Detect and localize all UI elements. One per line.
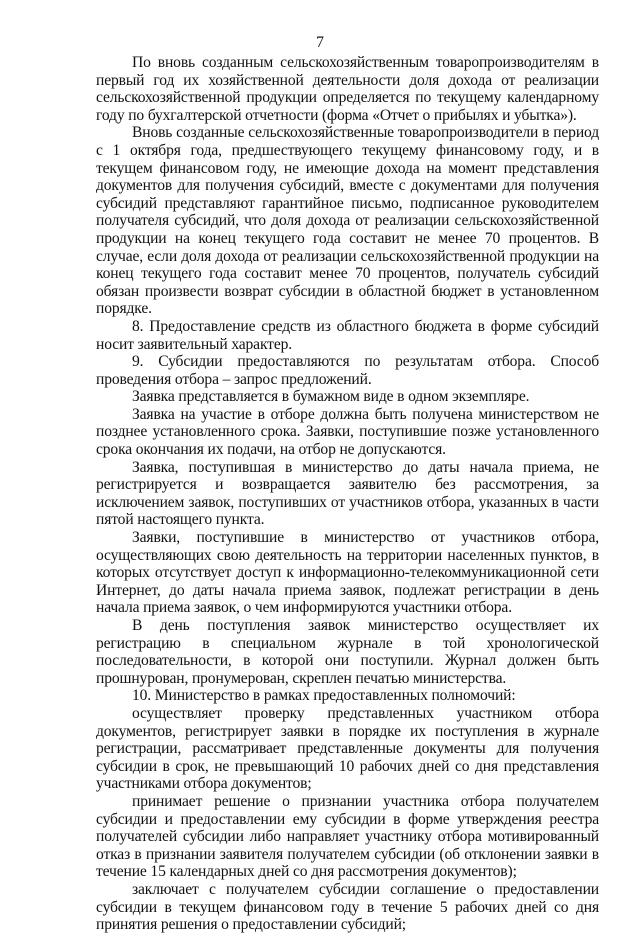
paragraph: Заявка на участие в отборе должна быть получена министерством не позднее установленного срока. Заявки, поступившие позже установленного срока окончания их подачи, на отбор не допускаются. — [96, 405, 599, 459]
document-body — [96, 54, 599, 934]
paragraph: осуществляет проверку представленных участником отбора документов, регистрирует заявки в порядке их поступления в журнале регистрации, рассматривает представленные документы для получения субсидии в срок, не превышающий 10 рабочих дней со дня представления участниками отбора документов; — [96, 704, 599, 793]
paragraph: В день поступления заявок министерство осуществляет их регистрацию в специальном журнале в той хронологической последовательности, в которой они поступили. Журнал должен быть прошнурован, пронумерован, скреплен печатью министерства. — [96, 617, 599, 687]
paragraph: 8. Предоставление средств из областного бюджета в форме субсидий носит заявительный характер. — [96, 317, 599, 353]
paragraph: Вновь созданные сельскохозяйственные товаропроизводители в период с 1 октября года, предшествующего текущему финансовому году, и в текущем финансовом году, не имеющие дохода на момент представления документов для получения субсидий, вместе с документами для получения субсидий представляют гарантийное письмо, подписанное руководителем получателя субсидий, что доля дохода от реализации сельскохозяйственной продукции на конец текущего года составит не менее 70 процентов. В случае, если доля дохода от реализации сельскохозяйственной продукции на конец текущего года составит менее 70 процентов, получатель субсидий обязан произвести возврат субсидии в областной бюджет в установленном порядке. — [96, 124, 599, 318]
paragraph: 9. Субсидии предоставляются по результатам отбора. Способ проведения отбора – запрос предложений. — [96, 353, 599, 388]
paragraph: 10. Министерство в рамках предоставленных полномочий: — [132, 687, 516, 705]
paragraph: принимает решение о признании участника отбора получателем субсидии и предоставлении ему субсидии в форме утверждения реестра получателей субсидии либо направляет участнику отбора мотивированный отказ в признании заявителя получателем субсидии (об отклонении заявки в течение 15 календарных дней со дня рассмотрения документов); — [96, 792, 599, 881]
paragraph: Заявка, поступившая в министерство до даты начала приема, не регистрируется и возвращается заявителю без рассмотрения, за исключением заявок, поступивших от участников отбора, указанных в части пятой настоящего пункта. — [96, 458, 599, 529]
paragraph: Заявки, поступившие в министерство от участников отбора, осуществляющих свою деятельность на территории населенных пунктов, в которых отсутствует доступ к информационно-телекоммуникационной сети Интернет, до даты начала приема заявок, подлежат регистрации в день начала приема заявок, о чем информируются участники отбора. — [96, 529, 599, 617]
paragraph: Заявка представляется в бумажном виде в одном экземпляре. — [132, 388, 530, 406]
paragraph: заключает с получателем субсидии соглашение о предоставлении субсидии в текущем финансовом году в течение 5 рабочих дней со дня принятия решения о предоставлении субсидий; — [96, 880, 599, 934]
paragraph: По вновь созданным сельскохозяйственным товаропроизводителям в первый год их хозяйственной деятельности доля дохода от реализации сельскохозяйственной продукции определяется по текущему календарному году по бухгалтерской отчетности (форма «Отчет о прибылях и убытка»). — [96, 54, 599, 124]
page-number: 7 — [316, 34, 324, 51]
